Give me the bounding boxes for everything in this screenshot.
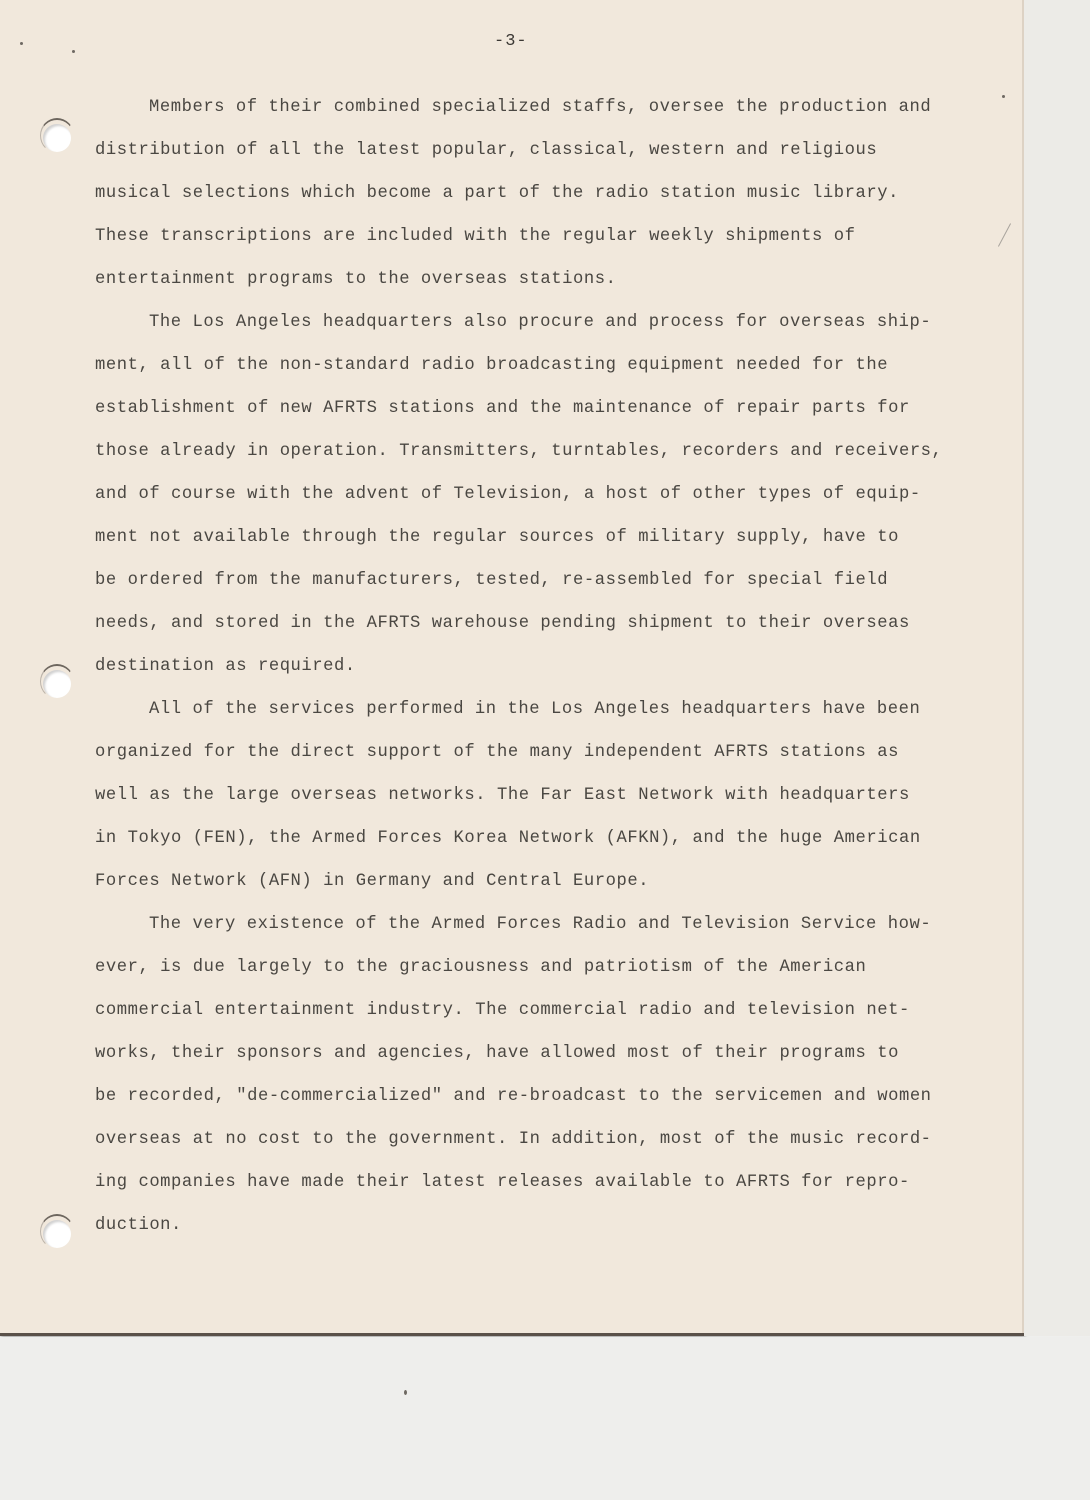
- paper-speck: [1002, 95, 1005, 98]
- paper-speck: [20, 42, 23, 45]
- body-text: [95, 86, 955, 1247]
- text-line: Members of their combined specialized staffs, oversee the production and: [149, 98, 932, 117]
- text-line: well as the large overseas networks. The Far East Network with headquarters: [95, 786, 910, 805]
- text-line: establishment of new AFRTS stations and the maintenance of repair parts for: [95, 399, 910, 418]
- text-line: entertainment programs to the overseas stations.: [95, 270, 617, 289]
- paragraph: [95, 301, 955, 688]
- text-line: those already in operation. Transmitters, turntables, recorders and receivers,: [95, 442, 943, 461]
- scan-background-right: [1024, 0, 1090, 1336]
- text-line: duction.: [95, 1216, 182, 1235]
- text-line: ing companies have made their latest releases available to AFRTS for repro-: [95, 1173, 910, 1192]
- paper-speck: [72, 50, 75, 53]
- paper-scratch: [998, 223, 1011, 246]
- scan-background-bottom: [0, 1337, 1090, 1500]
- text-line: The Los Angeles headquarters also procure and process for overseas ship-: [149, 313, 932, 332]
- text-line: and of course with the advent of Television, a host of other types of equip-: [95, 485, 921, 504]
- text-line: organized for the direct support of the many independent AFRTS stations as: [95, 743, 899, 762]
- page-number: -3-: [494, 32, 528, 51]
- paragraph: [95, 903, 955, 1247]
- text-line: works, their sponsors and agencies, have allowed most of their programs to: [95, 1044, 899, 1063]
- punch-hole: [43, 670, 71, 698]
- text-line: destination as required.: [95, 657, 356, 676]
- text-line: musical selections which become a part of the radio station music library.: [95, 184, 899, 203]
- text-line: overseas at no cost to the government. In addition, most of the music record-: [95, 1130, 932, 1149]
- text-line: be recorded, "de-commercialized" and re-broadcast to the servicemen and women: [95, 1087, 932, 1106]
- text-line: These transcriptions are included with the regular weekly shipments of: [95, 227, 856, 246]
- text-line: Forces Network (AFN) in Germany and Central Europe.: [95, 872, 650, 891]
- paragraph: [95, 86, 955, 301]
- text-line: All of the services performed in the Los Angeles headquarters have been: [149, 700, 921, 719]
- text-line: in Tokyo (FEN), the Armed Forces Korea Network (AFKN), and the huge American: [95, 829, 921, 848]
- text-line: ever, is due largely to the graciousness and patriotism of the American: [95, 958, 867, 977]
- paragraph: [95, 688, 955, 903]
- text-line: ment not available through the regular sources of military supply, have to: [95, 528, 899, 547]
- text-line: The very existence of the Armed Forces Radio and Television Service how-: [149, 915, 932, 934]
- text-line: ment, all of the non-standard radio broadcasting equipment needed for the: [95, 356, 889, 375]
- scan-speck: [404, 1390, 407, 1395]
- text-line: commercial entertainment industry. The commercial radio and television net-: [95, 1001, 910, 1020]
- text-line: distribution of all the latest popular, classical, western and religious: [95, 141, 878, 160]
- punch-hole: [43, 1220, 71, 1248]
- punch-hole: [43, 124, 71, 152]
- text-line: needs, and stored in the AFRTS warehouse pending shipment to their overseas: [95, 614, 910, 633]
- text-line: be ordered from the manufacturers, tested, re-assembled for special field: [95, 571, 889, 590]
